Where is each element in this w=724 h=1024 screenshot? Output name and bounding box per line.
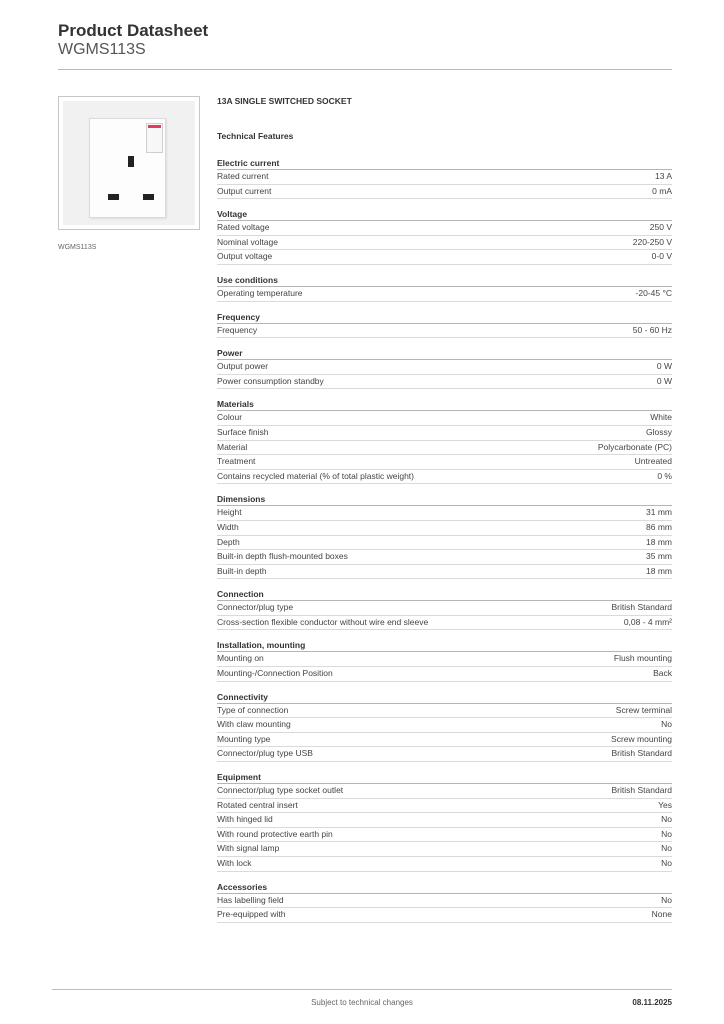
spec-row <box>217 704 672 719</box>
spec-value: 0 mA <box>652 185 672 196</box>
section-heading: Power <box>217 346 672 360</box>
spec-value: 0 % <box>657 470 672 481</box>
footer-date: 08.11.2025 <box>632 998 672 1007</box>
earth-pin-slot <box>128 156 134 167</box>
spec-section <box>217 397 672 484</box>
switch-rocker <box>146 123 163 153</box>
section-heading: Connectivity <box>217 690 672 704</box>
section-heading: Equipment <box>217 770 672 784</box>
spec-row <box>217 250 672 265</box>
spec-row <box>217 616 672 631</box>
spec-label: Type of connection <box>217 704 289 715</box>
spec-row <box>217 813 672 828</box>
section-heading: Dimensions <box>217 492 672 506</box>
spec-row <box>217 455 672 470</box>
spec-row <box>217 784 672 799</box>
spec-label: Nominal voltage <box>217 236 278 247</box>
section-heading: Electric current <box>217 156 672 170</box>
spec-value: British Standard <box>611 748 672 759</box>
section-heading: Connection <box>217 587 672 601</box>
spec-section <box>217 638 672 681</box>
spec-row <box>217 550 672 565</box>
spec-section <box>217 207 672 265</box>
product-name: 13A SINGLE SWITCHED SOCKET <box>217 96 352 106</box>
spec-section <box>217 156 672 199</box>
spec-value: British Standard <box>611 602 672 613</box>
footer-divider <box>52 989 672 990</box>
spec-row <box>217 733 672 748</box>
spec-value: No <box>661 719 672 730</box>
spec-row <box>217 470 672 485</box>
spec-value: 86 mm <box>646 521 672 532</box>
spec-label: Power consumption standby <box>217 375 324 386</box>
product-image <box>63 101 195 225</box>
spec-label: Output voltage <box>217 251 273 262</box>
spec-row <box>217 894 672 909</box>
spec-label: Mounting type <box>217 733 271 744</box>
spec-section <box>217 346 672 389</box>
live-pin-slot <box>143 194 154 200</box>
spec-row <box>217 857 672 872</box>
switch-indicator-mark <box>148 125 161 128</box>
header-divider <box>58 69 672 70</box>
spec-label: Treatment <box>217 456 256 467</box>
spec-value: 220-250 V <box>632 236 672 247</box>
spec-value: 18 mm <box>646 565 672 576</box>
spec-label: Operating temperature <box>217 287 303 298</box>
spec-value: No <box>661 858 672 868</box>
spec-label: Rated current <box>217 171 269 181</box>
spec-label: With round protective earth pin <box>217 828 333 839</box>
spec-label: Mounting-/Connection Position <box>217 668 333 679</box>
spec-row <box>217 441 672 456</box>
section-heading: Frequency <box>217 310 672 324</box>
spec-label: Cross-section flexible conductor without wire end sleeve <box>217 616 429 627</box>
spec-row <box>217 667 672 682</box>
spec-section <box>217 273 672 302</box>
spec-row <box>217 426 672 441</box>
spec-row <box>217 536 672 551</box>
spec-label: Colour <box>217 412 243 423</box>
section-heading: Accessories <box>217 880 672 894</box>
spec-label: Connector/plug type <box>217 602 294 613</box>
spec-row <box>217 799 672 814</box>
spec-value: None <box>651 909 672 920</box>
spec-value: 0 W <box>656 361 672 372</box>
spec-label: Mounting on <box>217 653 264 664</box>
spec-value: No <box>661 843 672 854</box>
section-heading: Installation, mounting <box>217 638 672 652</box>
socket-plate <box>89 118 166 218</box>
technical-features-heading: Technical Features <box>217 131 294 141</box>
spec-row <box>217 506 672 521</box>
neutral-pin-slot <box>108 194 119 200</box>
spec-value: 31 mm <box>646 507 672 518</box>
spec-label: With claw mounting <box>217 719 291 730</box>
spec-row <box>217 236 672 251</box>
spec-section <box>217 770 672 872</box>
spec-value: 50 - 60 Hz <box>632 324 672 335</box>
spec-label: Surface finish <box>217 426 269 437</box>
spec-content <box>217 95 672 923</box>
spec-label: Connector/plug type socket outlet <box>217 785 344 796</box>
spec-row <box>217 828 672 843</box>
spec-value: 0,08 - 4 mm² <box>623 616 672 627</box>
spec-label: Contains recycled material (% of total plastic weight) <box>217 470 414 481</box>
spec-label: Rated voltage <box>217 222 270 233</box>
spec-label: Pre-equipped with <box>217 909 286 920</box>
section-heading: Voltage <box>217 207 672 221</box>
section-heading: Materials <box>217 397 672 411</box>
spec-row <box>217 411 672 426</box>
spec-value: 0-0 V <box>651 251 672 262</box>
document-title: Product Datasheet <box>58 21 209 40</box>
spec-value: 13 A <box>654 171 672 181</box>
spec-value: 250 V <box>649 222 672 233</box>
spec-value: No <box>661 828 672 839</box>
spec-label: Height <box>217 507 242 518</box>
document-subtitle: WGMS113S <box>58 41 146 58</box>
spec-row <box>217 521 672 536</box>
spec-value: Polycarbonate (PC) <box>597 441 672 452</box>
spec-label: With lock <box>217 858 252 868</box>
spec-row <box>217 375 672 390</box>
spec-label: With signal lamp <box>217 843 280 854</box>
spec-value: Yes <box>658 799 672 810</box>
spec-label: Frequency <box>217 324 258 335</box>
spec-row <box>217 565 672 580</box>
spec-section <box>217 310 672 339</box>
spec-value: Back <box>653 668 672 679</box>
spec-label: Material <box>217 441 248 452</box>
spec-value: Glossy <box>646 426 672 437</box>
spec-label: Width <box>217 521 239 532</box>
spec-label: With hinged lid <box>217 814 273 825</box>
spec-value: Screw terminal <box>615 704 672 715</box>
spec-row <box>217 170 672 185</box>
spec-section <box>217 492 672 579</box>
spec-value: British Standard <box>611 785 672 796</box>
spec-row <box>217 360 672 375</box>
product-image-frame <box>58 96 200 230</box>
spec-label: Output power <box>217 361 269 372</box>
spec-row <box>217 221 672 236</box>
spec-label: Output current <box>217 185 272 196</box>
spec-value: Screw mounting <box>611 733 672 744</box>
spec-row <box>217 747 672 762</box>
spec-value: 0 W <box>656 375 672 386</box>
spec-section <box>217 690 672 762</box>
section-heading: Use conditions <box>217 273 672 287</box>
spec-value: White <box>650 412 672 423</box>
spec-value: 35 mm <box>646 551 672 562</box>
spec-row <box>217 652 672 667</box>
spec-value: No <box>661 894 672 905</box>
spec-row <box>217 287 672 302</box>
spec-value: Flush mounting <box>613 653 672 664</box>
spec-row <box>217 185 672 200</box>
footer-note: Subject to technical changes <box>311 998 413 1007</box>
spec-label: Built-in depth flush-mounted boxes <box>217 551 348 562</box>
spec-section <box>217 587 672 630</box>
image-caption: WGMS113S <box>58 244 97 251</box>
spec-label: Has labelling field <box>217 894 284 905</box>
spec-value: 18 mm <box>646 536 672 547</box>
spec-section <box>217 880 672 923</box>
spec-row <box>217 842 672 857</box>
spec-row <box>217 908 672 923</box>
spec-row <box>217 718 672 733</box>
spec-value: No <box>661 814 672 825</box>
spec-sections <box>217 156 672 923</box>
spec-label: Depth <box>217 536 240 547</box>
spec-label: Built-in depth <box>217 565 267 576</box>
spec-value: -20-45 °C <box>635 287 672 298</box>
spec-value: Untreated <box>634 456 672 467</box>
spec-label: Rotated central insert <box>217 799 298 810</box>
spec-row <box>217 601 672 616</box>
spec-label: Connector/plug type USB <box>217 748 313 759</box>
spec-row <box>217 324 672 339</box>
